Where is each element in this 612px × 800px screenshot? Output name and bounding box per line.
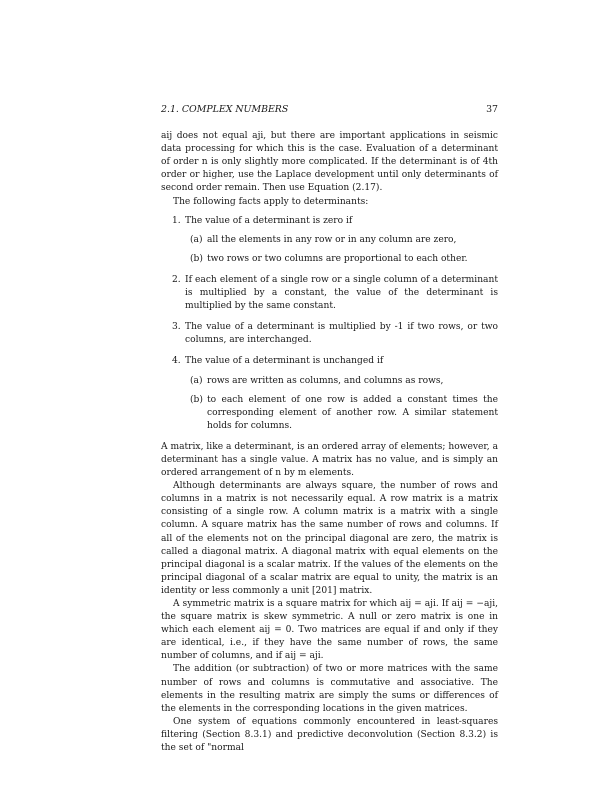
sub-label: (a) [190, 234, 203, 245]
sublist [185, 234, 498, 266]
page [161, 103, 498, 755]
sub-text: rows are written as columns, and columns as rows, [207, 375, 444, 386]
item-text: The value of a determinant is zero if [185, 215, 353, 226]
sub-text: two rows or two columns are proportional to each other. [207, 253, 468, 264]
page-number: 37 [486, 104, 498, 115]
paragraph-7: One system of equations commonly encountered in least-squares filtering (Section 8.3.1) and predictive deconvolution (Section 8.3.2) is the set of "normal [161, 716, 498, 754]
sub-label: (b) [190, 394, 203, 405]
item-label: 1. [172, 215, 181, 226]
sublist-item [185, 394, 498, 433]
item-label: 2. [172, 274, 181, 285]
sub-text: to each element of one row is added a constant times the corresponding element of another row. A similar statement holds for columns. [207, 394, 498, 431]
item-label: 4. [172, 356, 181, 367]
sub-label: (a) [190, 375, 203, 386]
sub-text: all the elements in any row or in any column are zero, [207, 234, 457, 245]
item-text: The value of a determinant is multiplied by -1 if two rows, or two columns, are interchanged. [185, 322, 498, 346]
sub-label: (b) [190, 253, 203, 264]
determinant-facts-list [161, 215, 498, 433]
item-text: The value of a determinant is unchanged if [185, 356, 384, 367]
paragraph-4: Although determinants are always square, the number of rows and columns in a matrix is not necessarily equal. A row matrix is a matrix consisting of a single row. A column matrix is a matrix with a single column. A square matrix has the same number of rows and columns. If all of the elements not on the principal diagonal are zero, the matrix is called a diagonal matrix. A diagonal matrix with equal elements on the principal diagonal is a scalar matrix. If the values of the elements on the principal diagonal of a scalar matrix are equal to unity, the matrix is an identity or less commonly a unit [201] matrix. [161, 481, 498, 596]
running-header [161, 103, 498, 116]
paragraph-6: The addition (or subtraction) of two or more matrices with the same number of rows and columns is commutative and associative. The elements in the resulting matrix are simply the sums or differences of the elements in the corresponding locations in the given matrices. [161, 664, 498, 714]
section-title: 2.1. COMPLEX NUMBERS [161, 104, 289, 115]
list-item [161, 355, 498, 432]
paragraph-2: The following facts apply to determinants: [173, 196, 369, 207]
sublist [185, 375, 498, 433]
item-text: If each element of a single row or a single column of a determinant is multiplied by a constant, the value of the determinant is multiplied by the same constant. [185, 274, 498, 312]
sublist-item [185, 234, 498, 247]
sublist-item [185, 253, 498, 266]
list-item [161, 215, 498, 266]
item-label: 3. [172, 322, 181, 333]
paragraph-3: A matrix, like a determinant, is an ordered array of elements; however, a determinant has a single value. A matrix has no value, and is simply an ordered arrangement of n by m elements. [161, 441, 498, 479]
paragraph-1: aij does not equal aji, but there are important applications in seismic data processing for which this is the case. Evaluation of a determinant of order n is only slightly more complicated. If the determinant is of 4th order or higher, use the Laplace development until only determinants of second order remain. Then use Equation (2.17). [161, 131, 498, 194]
sublist-item [185, 375, 498, 388]
list-item [161, 274, 498, 313]
list-item [161, 321, 498, 347]
paragraph-5: A symmetric matrix is a square matrix for which aij = aji. If aij = −aji, the square matrix is skew symmetric. A null or zero matrix is one in which each element aij = 0. Two matrices are equal if and only if they are identical, i.e., if they have the same number of rows, the same number of columns, and if aij = aji. [161, 599, 498, 662]
